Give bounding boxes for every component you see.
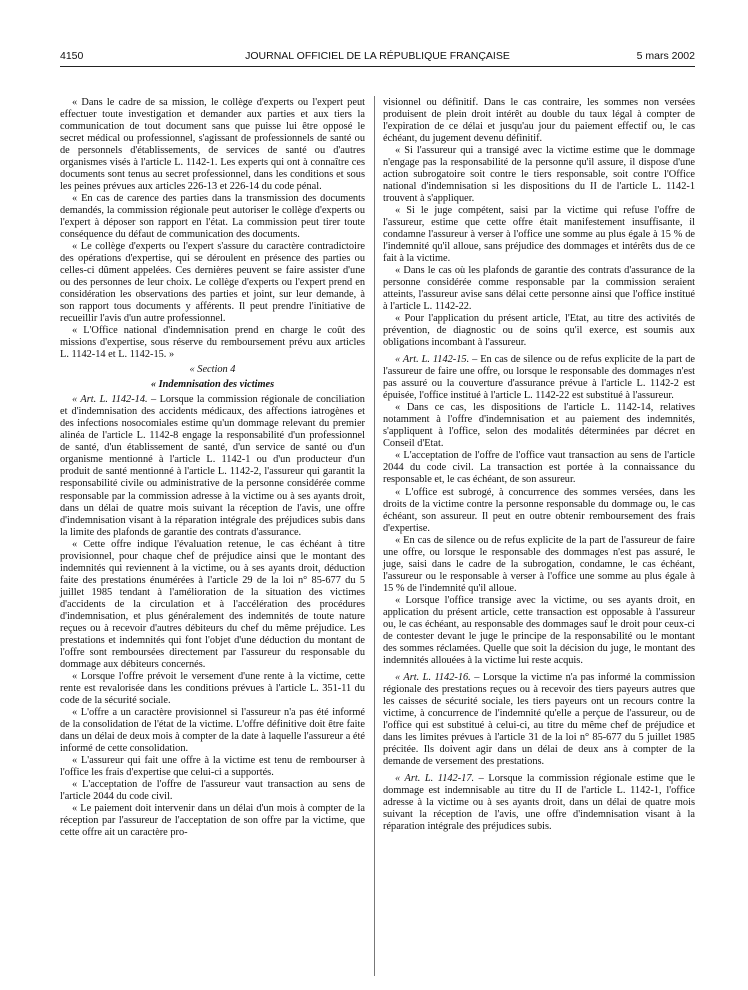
left-column: [60, 97, 365, 839]
header-rule: [60, 66, 695, 67]
article-paragraph: [383, 354, 695, 402]
paragraph: « En cas de silence ou de refus explicite de la part de l'assureur de faire une offre, ou lorsque le responsable des dommages n'est pas assuré, le juge, saisi dans le cadre de la subrogation, condamne, le cas échéant, l'assureur ou le responsable à verser à l'office une somme au plus égale à 15 % de l'indemnité qu'il alloue.: [383, 534, 695, 594]
paragraph: « Si le juge compétent, saisi par la victime qui refuse l'offre de l'assureur, estime que cette offre était manifestement insuffisante, il condamne l'assureur à verser à l'office une somme au plus égale à 15 % de l'indemnité qu'il alloue, sans préjudice des dommages et intérêts dus de ce fait à la victime.: [383, 205, 695, 265]
article-text: – Lorsque la victime n'a pas informé la commission régionale des prestations reçues ou à recevoir des tiers payeurs autres que les caisses de sécurité sociale, les tiers payeurs ont un recours contre la victime, à concurrence de l'indemnité qu'elle a perçue de l'assureur, ou de l'office qui est substitué à celui-ci, au titre du même chef de préjudice et dans les limites prévues à l'article 31 de la loi n° 85-677 du 5 juillet 1985 précitée. Ils doivent agir dans un délai de deux ans à compter de la demande de versement des prestations.: [383, 671, 695, 767]
page-header: [60, 50, 695, 64]
page-number: 4150: [60, 50, 84, 62]
right-column: [383, 97, 695, 833]
journal-title: JOURNAL OFFICIEL DE LA RÉPUBLIQUE FRANÇAISE: [245, 50, 510, 62]
article-label: « Art. L. 1142-16.: [395, 671, 471, 683]
paragraph: « L'offre a un caractère provisionnel si l'assureur n'a pas été informé de la consolidation de l'état de la victime. L'offre définitive doit être faite dans un délai de deux mois à compter de la date à laquelle l'assureur a été informé de cette consolidation.: [60, 706, 365, 754]
article-text: – Lorsque la commission régionale de conciliation et d'indemnisation des accidents médicaux, des affections iatrogènes et des infections nosocomiales estime qu'un dommage relevant du premier alinéa de l'article L. 1142-8 engage la responsabilité d'un professionnel de santé, d'un établissement de santé, d'un service de santé ou d'un organisme mentionné à l'article L. 1142-1 ou d'un producteur d'un produit de santé mentionné à l'article L. 1142-2, l'assureur qui garantit la responsabilité civile ou administrative de la personne considérée comme responsable par la commission adresse à la victime ou à ses ayants droit, dans un délai de quatre mois suivant la réception de l'avis, une offre d'indemnisation visant à la réparation intégrale des préjudices subis dans la limite des plafonds de garantie des contrats d'assurance.: [60, 394, 365, 538]
paragraph: « Si l'assureur qui a transigé avec la victime estime que le dommage n'engage pas la responsabilité de la personne qu'il assure, il dispose d'une action subrogatoire soit contre le tiers responsable, soit contre l'Office national d'indemnisation si les dispositions du II de l'article L. 1142-1 trouvent à s'appliquer.: [383, 145, 695, 205]
section-title: « Indemnisation des victimes: [150, 379, 275, 391]
paragraph: « Dans le cadre de sa mission, le collège d'experts ou l'expert peut effectuer toute investigation et demander aux parties et aux tiers la communication de tout document sans que puisse lui être opposé le secret médical ou professionnel, s'agissant de professionnels de santé ou de personnels d'établissements, de services de santé ou d'autres organismes visés à l'article L. 1142-1. Les experts qui ont à connaître ces documents sont tenus au secret professionnel, dans les conditions et sous les peines prévues aux articles 226-13 et 226-14 du code pénal.: [60, 97, 365, 193]
article-label: « Art. L. 1142-17.: [395, 772, 475, 784]
article-paragraph: [60, 394, 365, 538]
paragraph: « Lorsque l'office transige avec la victime, ou ses ayants droit, en application du présent article, cette transaction est opposable à l'assureur ou, le cas échéant, au responsable des dommages sauf le droit pour ceux-ci de contester devant le juge le principe de la responsabilité ou le montant des sommes réclamées. Quelle que soit la décision du juge, le montant des indemnités allouées à la victime lui reste acquis.: [383, 594, 695, 666]
section-label: « Section 4: [189, 364, 236, 376]
article-paragraph: [383, 672, 695, 768]
paragraph: « Le collège d'experts ou l'expert s'assure du caractère contradictoire des opérations d'expertise, qui se déroulent en présence des parties ou celles-ci dûment appelées. Ces dernières peuvent se faire assister d'une ou des personnes de leur choix. Le collège d'experts ou l'expert prend en considération les observations des parties et joint, sur leur demande, à son rapport tous documents y afférents. Il peut prendre l'initiative de recueillir l'avis d'un autre professionnel.: [60, 241, 365, 325]
publication-date: 5 mars 2002: [636, 50, 695, 62]
paragraph: « L'office est subrogé, à concurrence des sommes versées, dans les droits de la victime contre la personne responsable du dommage ou, le cas échéant, son assureur. Il peut en outre obtenir remboursement des frais d'expertise.: [383, 486, 695, 534]
paragraph: « L'Office national d'indemnisation prend en charge le coût des missions d'expertise, sous réserve du remboursement prévu aux articles L. 1142-14 et L. 1142-15. »: [60, 325, 365, 361]
paragraph: visionnel ou définitif. Dans le cas contraire, les sommes non versées produisent de plein droit intérêt au double du taux légal à compter de l'expiration de ce délai et jusqu'au jour du paiement effectif ou, le cas échéant, du jugement devenu définitif.: [383, 97, 695, 145]
article-text: – En cas de silence ou de refus explicite de la part de l'assureur de faire une offre, ou lorsque le responsable des dommages n'est pas assuré ou la couverture d'assurance prévue à l'article L. 1142-2 est épuisée, l'office institué à l'article L. 1142-22 est substitué à l'assureur.: [383, 354, 695, 402]
paragraph: « Pour l'application du présent article, l'Etat, au titre des activités de prévention, de diagnostic ou de soins qu'il exerce, est soumis aux obligations incombant à l'assureur.: [383, 313, 695, 349]
paragraph: « L'acceptation de l'offre de l'assureur vaut transaction au sens de l'article 2044 du code civil.: [60, 778, 365, 802]
paragraph: « Dans ce cas, les dispositions de l'article L. 1142-14, relatives notamment à l'offre d'indemnisation et au paiement des indemnités, s'appliquent à l'office, selon des modalités déterminées par décret en Conseil d'Etat.: [383, 402, 695, 450]
paragraph: « Cette offre indique l'évaluation retenue, le cas échéant à titre provisionnel, pour chaque chef de préjudice ainsi que le montant des indemnités qui reviennent à la victime, ou à ses ayants droit, déduction faite des prestations énumérées à l'article 29 de la loi n° 85-677 du 5 juillet 1985 tendant à l'amélioration de la situation des victimes d'accidents de la circulation et à l'accélération des procédures d'indemnisation, et plus généralement des indemnités de toute nature reçues ou à recevoir d'autres débiteurs du chef du même préjudice. Les prestations et indemnités qui font l'objet d'une déduction du montant de l'offre sont remboursées directement par l'assureur du responsable du dommage aux débiteurs concernés.: [60, 538, 365, 670]
article-label: « Art. L. 1142-15.: [395, 354, 470, 366]
paragraph: « En cas de carence des parties dans la transmission des documents demandés, la commission régionale peut autoriser le collège d'experts ou l'expert à déposer son rapport en l'état. La commission peut tirer toute conséquence du défaut de communication des documents.: [60, 193, 365, 241]
article-text: – Lorsque la commission régionale estime que le dommage est indemnisable au titre du II de l'article L. 1142-1, l'office adresse à la victime ou à ses ayants droit, dans un délai de quatre mois suivant la réception de l'avis, une offre d'indemnisation visant à la réparation intégrale des préjudices subis.: [383, 772, 695, 832]
paragraph: « L'assureur qui fait une offre à la victime est tenu de rembourser à l'office les frais d'expertise que celui-ci a supportés.: [60, 754, 365, 778]
article-paragraph: [383, 773, 695, 833]
paragraph: « Dans le cas où les plafonds de garantie des contrats d'assurance de la personne considérée comme responsable par la commission seraient atteints, l'assureur avise sans délai cette personne ainsi que l'office institué à l'article L. 1142-22.: [383, 265, 695, 313]
paragraph: « Le paiement doit intervenir dans un délai d'un mois à compter de la réception par l'assureur de l'acceptation de son offre par la victime, que cette offre ait un caractère pro-: [60, 802, 365, 838]
paragraph: « Lorsque l'offre prévoit le versement d'une rente à la victime, cette rente est revalorisée dans les conditions prévues à l'article L. 351-11 du code de la sécurité sociale.: [60, 670, 365, 706]
article-label: « Art. L. 1142-14.: [72, 394, 148, 406]
paragraph: « L'acceptation de l'offre de l'office vaut transaction au sens de l'article 2044 du code civil. La transaction est portée à la connaissance du responsable et, le cas échéant, de son assureur.: [383, 450, 695, 486]
column-divider: [374, 96, 375, 976]
